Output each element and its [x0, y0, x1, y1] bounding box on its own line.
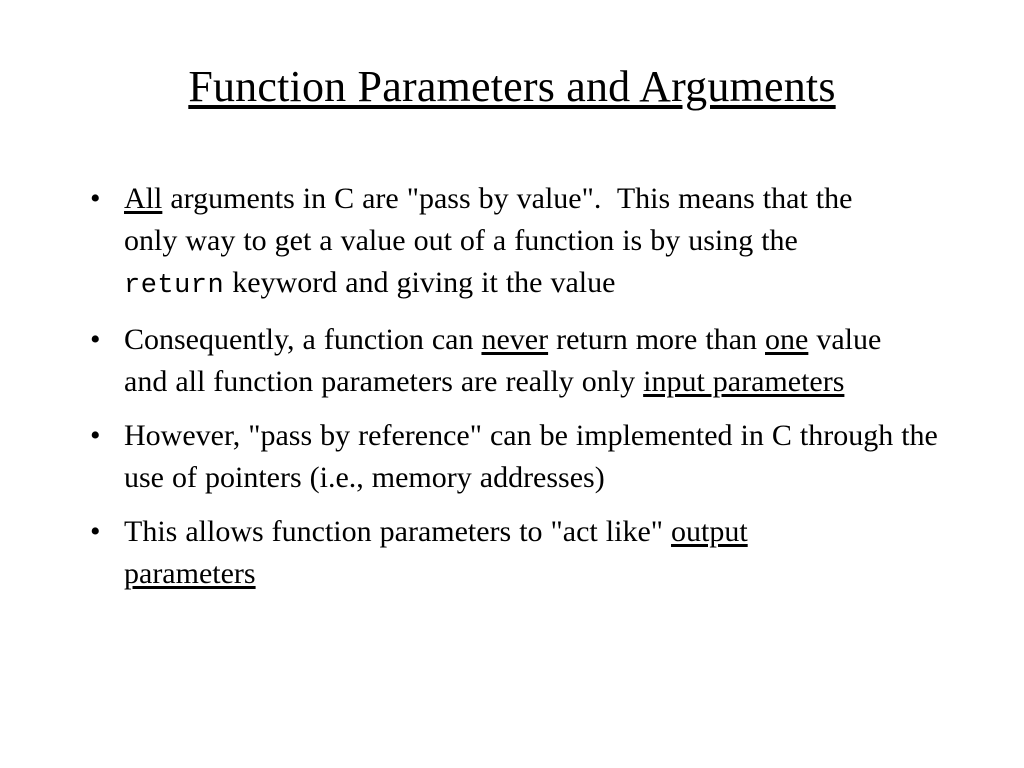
keyword-return: return — [124, 271, 225, 301]
list-item — [86, 415, 956, 499]
slide-body — [86, 178, 956, 607]
bullet-text-never-more-than-one: Consequently, a function can never return more than one value and all function parameters are really only input parameters — [124, 323, 882, 398]
bullet-text-pass-by-value: All arguments in C are "pass by value". This means that the only way to get a value out of a function is by using the return keyword and giving it the value — [124, 182, 853, 301]
bullet-marker: • — [90, 323, 101, 356]
bullet-text-output-parameters: This allows function parameters to "act like" output parameters — [124, 515, 748, 590]
bullet-text-pass-by-reference: However, "pass by reference" can be implemented in C through the use of pointers (i.e., memory addresses) — [124, 419, 938, 494]
bullet-marker: • — [90, 182, 101, 215]
page-title-text: Function Parameters and Arguments — [188, 62, 836, 112]
bullet-marker: • — [90, 419, 101, 452]
page-title — [0, 63, 1024, 111]
list-item — [86, 511, 956, 595]
list-item — [86, 178, 956, 307]
list-item — [86, 319, 956, 403]
bullet-marker: • — [90, 515, 101, 548]
